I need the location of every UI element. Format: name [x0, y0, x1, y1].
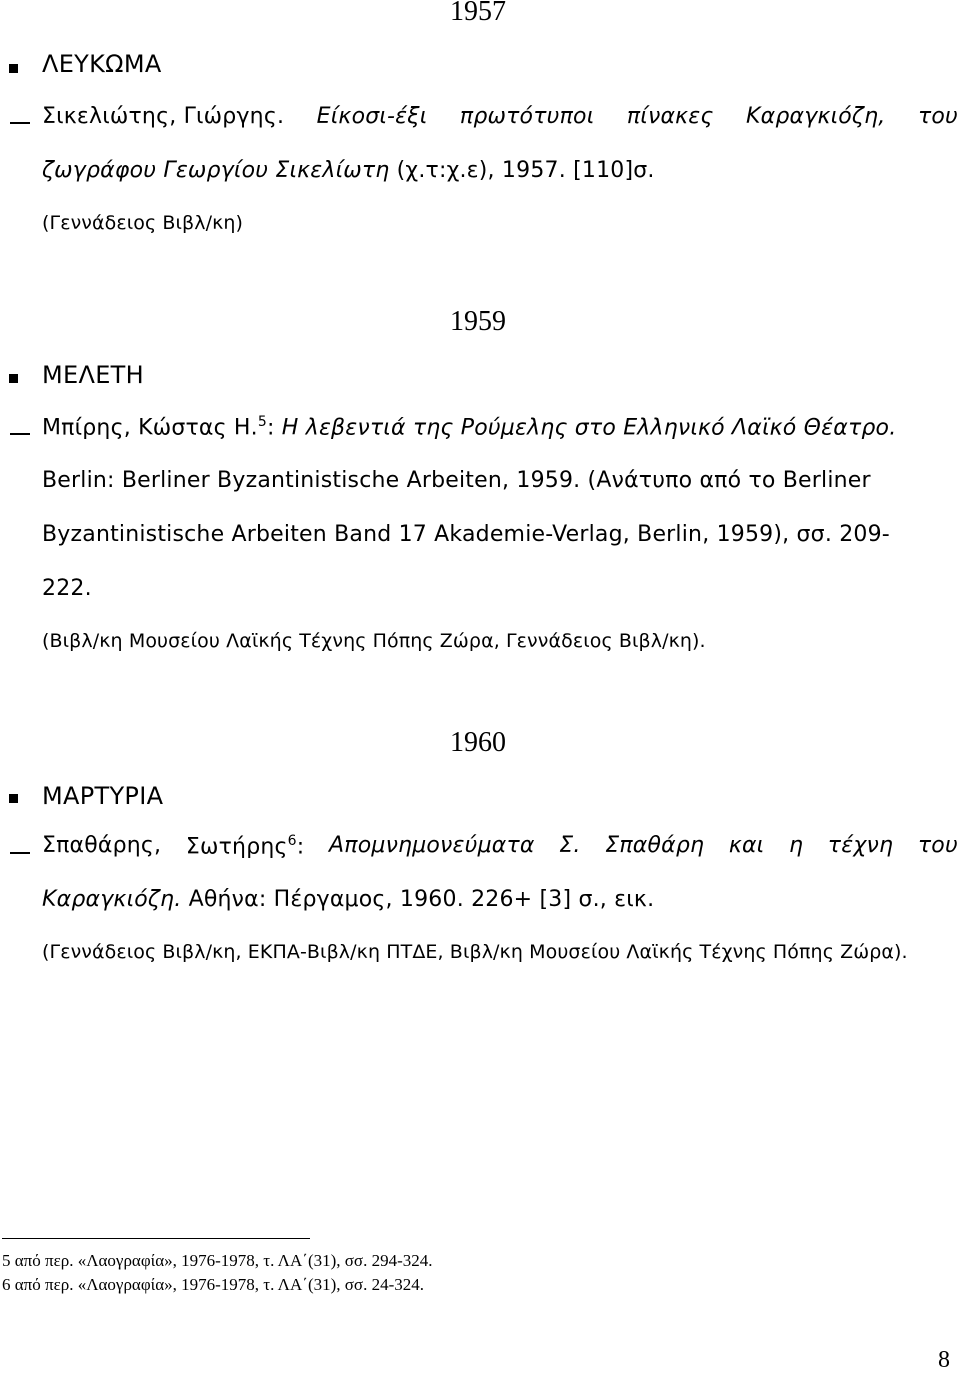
- entry-line: [42, 887, 654, 912]
- title-word: τέχνη: [827, 833, 894, 858]
- entry-line: 222.: [42, 576, 92, 601]
- title-end: Καραγκιόζη.: [42, 887, 182, 912]
- category-label: ΜΕΛΕΤΗ: [42, 361, 144, 389]
- author: Μπίρης, Κώστας Η.: [42, 415, 258, 441]
- author-firstname: Σωτήρης: [185, 834, 288, 860]
- category-label: ΜΑΡΤΥΡΙΑ: [42, 782, 164, 810]
- title-word: του: [917, 833, 958, 858]
- dash-icon: [10, 852, 30, 854]
- dash-icon: [10, 122, 30, 124]
- category-label: ΛΕΥΚΩΜΑ: [42, 50, 162, 78]
- bullet-icon: [9, 374, 18, 383]
- title-word: Σπαθάρη: [605, 833, 705, 858]
- entry-line: [42, 414, 896, 440]
- author-firstname-group: [186, 833, 304, 859]
- entry-line: Berlin: Berliner Byzantinistische Arbeiten, 1959. (Ανάτυπο από το Berliner: [42, 468, 871, 493]
- entry-line: Byzantinistische Arbeiten Band 17 Akademie-Verlag, Berlin, 1959), σσ. 209-: [42, 522, 890, 547]
- title: Η λεβεντιά της Ρούμελης στο Ελληνικό Λαϊκό Θέατρο.: [274, 415, 897, 441]
- library-holdings: (Γεννάδειος Βιβλ/κη, ΕΚΠΑ-Βιβλ/κη ΠΤΔΕ, Βιβλ/κη Μουσείου Λαϊκής Τέχνης Πόπης Ζώρα).: [42, 941, 908, 963]
- author: Σπαθάρης,: [42, 833, 162, 858]
- colon: :: [266, 415, 275, 441]
- title-word: η: [788, 833, 804, 858]
- title-word: πρωτότυποι: [459, 104, 595, 129]
- library-holdings: (Γεννάδειος Βιβλ/κη): [42, 212, 244, 234]
- title-word: Σ.: [559, 833, 581, 858]
- year-heading-1960: 1960: [450, 727, 506, 758]
- title-word: Καραγκιόζη,: [746, 104, 886, 129]
- year-heading-1959: 1959: [450, 306, 506, 337]
- bullet-icon: [9, 794, 18, 803]
- dash-icon: [10, 433, 30, 435]
- colon: :: [296, 834, 305, 860]
- publication-info: Αθήνα: Πέργαμος, 1960. 226+ [3] σ., εικ.: [181, 887, 655, 912]
- entry-line: [42, 104, 958, 129]
- page-number: 8: [938, 1347, 950, 1373]
- year-heading-1957: 1957: [450, 0, 506, 27]
- bullet-icon: [9, 64, 18, 73]
- title-word: Απομνημονεύματα: [329, 833, 535, 858]
- title-word: του: [917, 104, 958, 129]
- title-word: και: [728, 833, 765, 858]
- publication-info: (χ.τ:χ.ε), 1957. [110]σ.: [389, 158, 655, 183]
- title-end: ζωγράφου Γεωργίου Σικελίωτη: [42, 158, 390, 183]
- title-word: Είκοσι-έξι: [316, 104, 428, 129]
- footnote: 5 από περ. «Λαογραφία», 1976-1978, τ. ΛΑ΄(31), σσ. 294-324.: [2, 1251, 433, 1270]
- author: Σικελιώτης, Γιώργης.: [42, 104, 285, 129]
- footnote-ref: 6: [287, 833, 297, 849]
- entry-line: [42, 158, 655, 183]
- footnote: 6 από περ. «Λαογραφία», 1976-1978, τ. ΛΑ΄(31), σσ. 24-324.: [2, 1275, 425, 1294]
- footnote-divider: [2, 1238, 310, 1239]
- title-word: πίνακες: [626, 104, 714, 129]
- library-holdings: (Βιβλ/κη Μουσείου Λαϊκής Τέχνης Πόπης Ζώρα, Γεννάδειος Βιβλ/κη).: [42, 630, 706, 652]
- footnote-ref: 5: [257, 414, 267, 430]
- entry-line: [42, 833, 958, 859]
